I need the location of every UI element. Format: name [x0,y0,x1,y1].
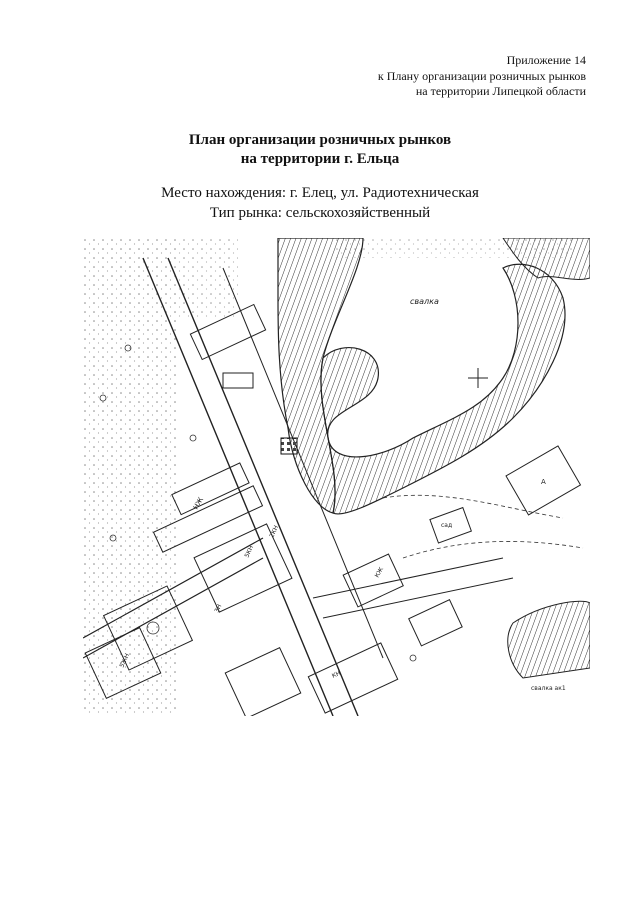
cross-road-3 [313,558,503,598]
label-dump-north: свалка [410,297,439,306]
appendix-block [378,53,586,100]
appendix-line-3: на территории Липецкой области [415,84,586,98]
boundary-line-2 [403,541,583,558]
label-building-nzh: НЖ [191,495,206,511]
map-drawing [83,238,590,716]
label-building-5kn: 5КН [243,544,256,559]
market-site-marker [281,438,297,454]
label-dump-south: свалка ак1 [531,685,566,692]
label-building-2kn: 2КН [268,524,281,539]
dump-hatch-ring [321,264,565,514]
location-line: Место нахождения: г. Елец, ул. Радиотехническая [161,185,479,201]
survey-marker [468,368,488,388]
market-type-line: Тип рынка: сельскохозяйственный [209,205,431,221]
site-plan-map [83,238,590,716]
title-line-2: на территории г. Ельца [240,151,400,167]
dump-hatch-south [508,601,590,678]
label-building-a: А [541,478,546,486]
cross-road-4 [323,578,513,618]
appendix-line-1: Приложение 14 [506,53,586,67]
label-building-5zh: 5ЖН [118,652,132,669]
label-building-kzh: КЖ [373,566,386,579]
vegetation-area-top [178,238,238,318]
appendix-line-2: к Плану организации розничных рынков [377,68,586,83]
document-title [0,131,640,169]
title-line-1: План организации розничных рынков [188,132,452,148]
label-building-kn: КН [330,669,342,680]
boundary-line-1 [383,495,563,518]
label-building-3n: 3Н [213,603,224,614]
market-info [0,183,640,223]
label-building-sad: сад [441,522,453,529]
